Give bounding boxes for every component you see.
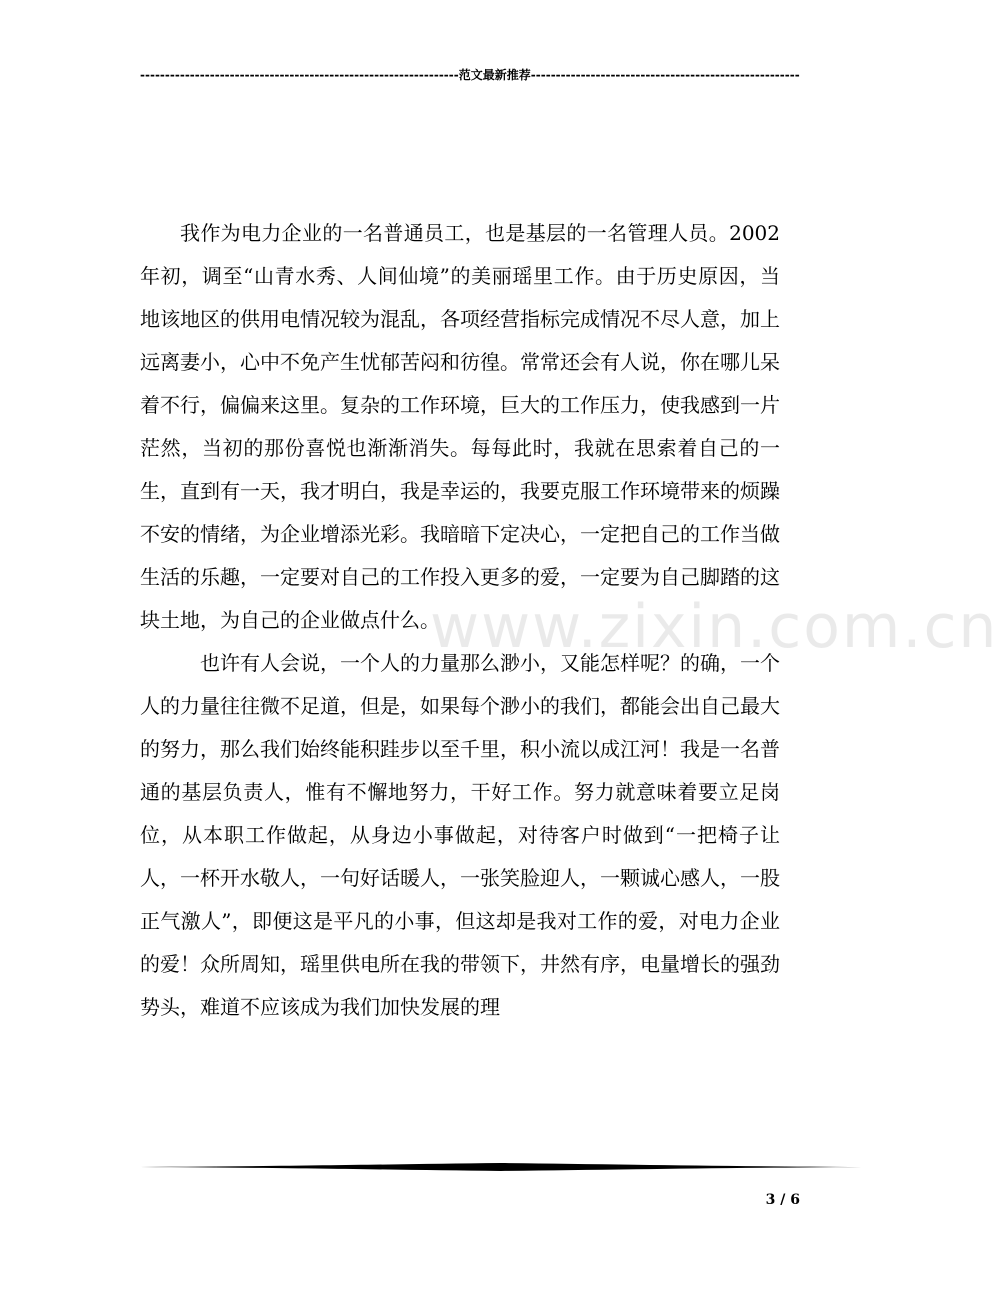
- header-dashes-right: ------------------------------------------------------: [530, 68, 800, 82]
- watermark: www.zixin.com.cn: [430, 592, 998, 662]
- footer-rule: [140, 1160, 862, 1174]
- header-dashes-left: ----------------------------------------------------------------: [140, 68, 459, 82]
- header-title: 范文最新推荐: [458, 68, 531, 82]
- paragraph-1: 我作为电力企业的一名普通员工，也是基层的一名管理人员。2002年初，调至“山青水秀、人间仙境”的美丽瑶里工作。由于历史原因，当地该地区的供用电情况较为混乱，各项经营指标完成情况不尽人意，加上远离妻小，心中不免产生忧郁苦闷和彷徨。常常还会有人说，你在哪儿呆着不行，偏偏来这里。复杂的工作环境，巨大的工作压力，使我感到一片茫然，当初的那份喜悦也渐渐消失。每每此时，我就在思索着自己的一生，直到有一天，我才明白，我是幸运的，我要克服工作环境带来的烦躁不安的情绪，为企业增添光彩。我暗暗下定决心，一定把自己的工作当做生活的乐趣，一定要对自己的工作投入更多的爱，一定要为自己脚踏的这块土地，为自己的企业做点什么。: [140, 221, 780, 632]
- paragraph-2: 也许有人会说，一个人的力量那么渺小，又能怎样呢？的确，一个人的力量往往微不足道，但是，如果每个渺小的我们，都能会出自己最大的努力，那么我们始终能积跬步以至千里，积小流以成江河！我是一名普通的基层负责人，惟有不懈地努力，干好工作。努力就意味着要立足岗位，从本职工作做起，从身边小事做起，对待客户时做到“一把椅子让人，一杯开水敬人，一句好话暖人，一张笑脸迎人，一颗诚心感人，一股正气激人”，即便这是平凡的小事，但这却是我对工作的爱，对电力企业的爱！众所周知，瑶里供电所在我的带领下，井然有序，电量增长的强劲势头，难道不应该成为我们加快发展的理: [140, 651, 780, 1019]
- page-number: 3 / 6: [765, 1192, 800, 1208]
- page-header: [140, 66, 800, 84]
- document-body: [140, 212, 780, 1029]
